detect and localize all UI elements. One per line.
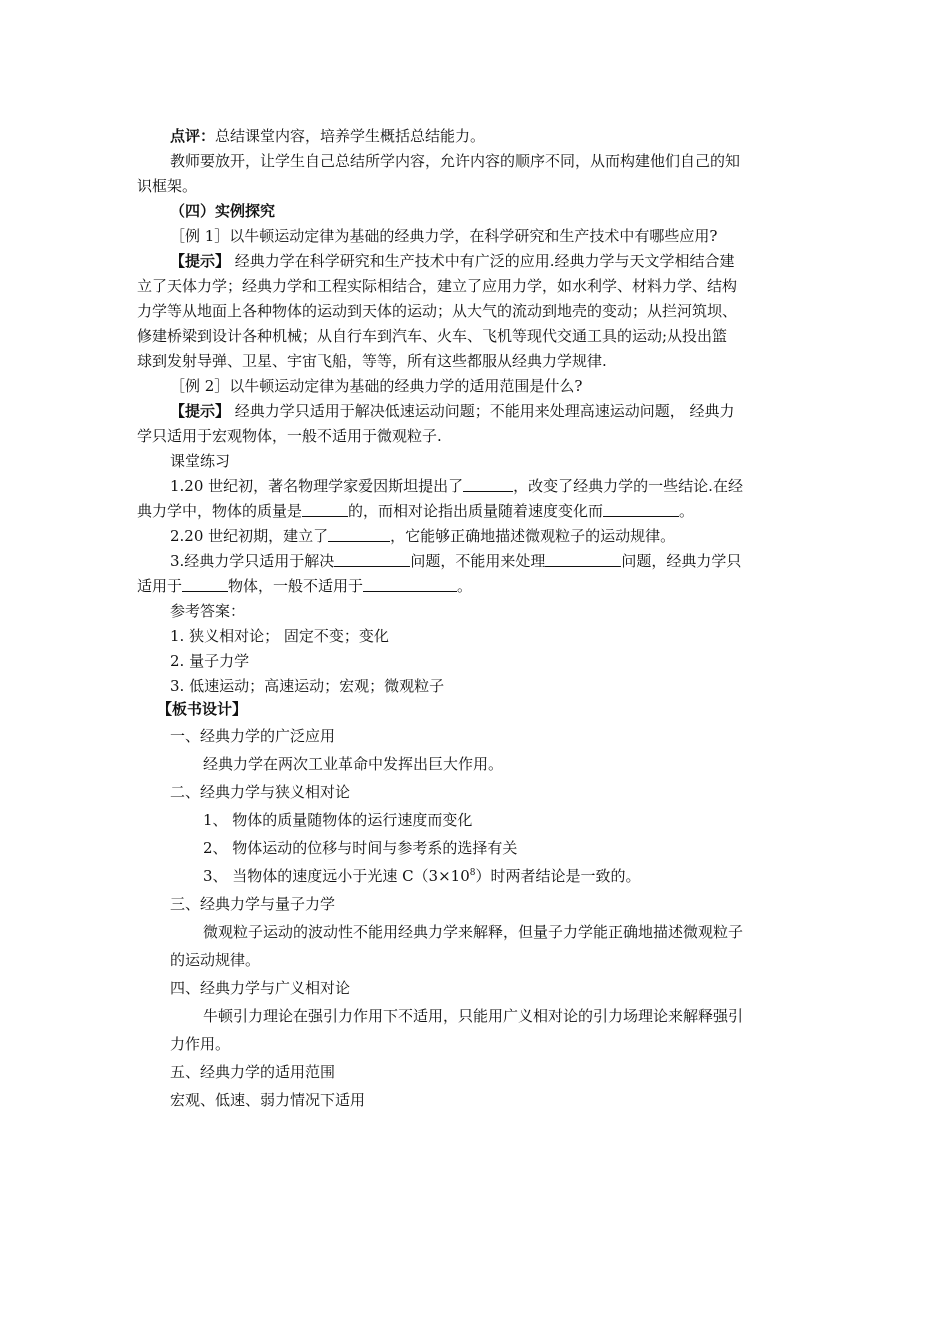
practice-question-1-line-1 [0,474,950,498]
example-1-hint-line-1 [0,249,950,273]
answer-2: 2. 量子力学 [170,652,250,670]
example-1-hint-line-5: 球到发射导弹、卫星、宇宙飞船，等等，所有这些都服从经典力学规律. [137,352,607,370]
answer-blank [545,551,621,567]
question-text: 的，而相对论指出质量随着速度变化而 [348,502,604,520]
example-1-question: ［例 1］以牛顿运动定律为基础的经典力学，在科学研究和生产技术中有哪些应用? [170,227,718,245]
answer-blank [182,576,228,592]
hint-text: 经典力学只适用于解决低速运动问题；不能用来处理高速运动问题， 经典力 [230,402,735,420]
board-heading-4-text-1: 牛顿引力理论在强引力作用下不适用，只能用广义相对论的引力场理论来解释强引 [203,1007,744,1025]
question-text: 1.20 世纪初，著名物理学家爱因斯坦提出了 [170,477,464,495]
board-heading-4: 四、经典力学与广义相对论 [170,979,351,997]
board-heading-3-text-2: 的运动规律。 [170,951,261,969]
example-2-question: ［例 2］以牛顿运动定律为基础的经典力学的适用范围是什么? [170,377,583,395]
answer-blank [363,576,457,592]
example-2-hint-line-1 [0,399,950,423]
practice-title: 课堂练习 [170,452,231,470]
example-2-hint-line-2: 学只适用于宏观物体，一般不适用于微观粒子. [137,427,442,445]
answer-1: 1. 狭义相对论； 固定不变；变化 [170,627,389,645]
board-heading-5-text: 宏观、低速、弱力情况下适用 [170,1091,366,1109]
answer-blank [328,526,390,542]
board-heading-1: 一、经典力学的广泛应用 [170,727,336,745]
hint-label: 【提示】 [170,402,231,420]
question-text: 2.20 世纪初期，建立了 [170,527,329,545]
answer-blank [603,501,679,517]
example-1-hint-line-4: 修建桥梁到设计各种机械；从自行车到汽车、火车、飞机等现代交通工具的运动;从投出篮 [137,327,728,345]
teacher-note-line-1: 教师要放开，让学生自己总结所学内容，允许内容的顺序不同，从而构建他们自己的知 [170,152,741,170]
hint-label: 【提示】 [170,252,231,270]
question-text: 。 [679,502,695,520]
item-text: ）时两者结论是一致的。 [475,867,641,885]
board-heading-2-item-2: 2、 物体运动的位移与时间与参考系的选择有关 [203,839,518,857]
question-text: 问题，不能用来处理 [410,552,546,570]
question-text: 问题，经典力学只 [621,552,742,570]
review-label: 点评： [170,127,216,145]
board-heading-4-text-2: 力作用。 [170,1035,231,1053]
section-title-examples: （四）实例探究 [170,202,276,220]
practice-question-1-line-2 [0,499,950,523]
question-text: 3.经典力学只适用于解决 [170,552,335,570]
board-heading-1-text: 经典力学在两次工业革命中发挥出巨大作用。 [203,755,504,773]
board-heading-3-text-1: 微观粒子运动的波动性不能用经典力学来解释，但量子力学能正确地描述微观粒子 [203,923,744,941]
review-text: 总结课堂内容，培养学生概括总结能力。 [215,127,486,145]
review-line [0,124,950,148]
question-text: 物体，一般不适用于 [228,577,364,595]
practice-question-3-line-2 [0,574,950,598]
question-text: 适用于 [137,577,183,595]
board-heading-3: 三、经典力学与量子力学 [170,895,336,913]
question-text: 。 [457,577,473,595]
answer-blank [334,551,410,567]
answers-title: 参考答案： [170,602,246,620]
board-heading-2: 二、经典力学与狭义相对论 [170,783,351,801]
answer-3: 3. 低速运动；高速运动；宏观；微观粒子 [170,677,445,695]
board-heading-2-item-3 [0,864,950,888]
question-text: ，改变了经典力学的一些结论.在经 [513,477,743,495]
item-text: 3、 当物体的速度远小于光速 C（3×10 [203,867,470,885]
question-text: 典力学中，物体的质量是 [137,502,303,520]
practice-question-3-line-1 [0,549,950,573]
exponent: 8 [469,868,476,878]
board-heading-5: 五、经典力学的适用范围 [170,1063,336,1081]
answer-blank [302,501,348,517]
example-1-hint-line-3: 力学等从地面上各种物体的运动到天体的运动；从大气的流动到地壳的变动；从拦河筑坝、 [137,302,738,320]
board-design-title: 【板书设计】 [157,700,248,718]
example-1-hint-line-2: 立了天体力学；经典力学和工程实际相结合，建立了应用力学，如水利学、材料力学、结构 [137,277,738,295]
practice-question-2 [0,524,950,548]
teacher-note-line-2: 识框架。 [137,177,198,195]
hint-text: 经典力学在科学研究和生产技术中有广泛的应用.经典力学与天文学相结合建 [230,252,735,270]
question-text: ，它能够正确地描述微观粒子的运动规律。 [390,527,676,545]
answer-blank [463,476,513,492]
board-heading-2-item-1: 1、 物体的质量随物体的运行速度而变化 [203,811,473,829]
